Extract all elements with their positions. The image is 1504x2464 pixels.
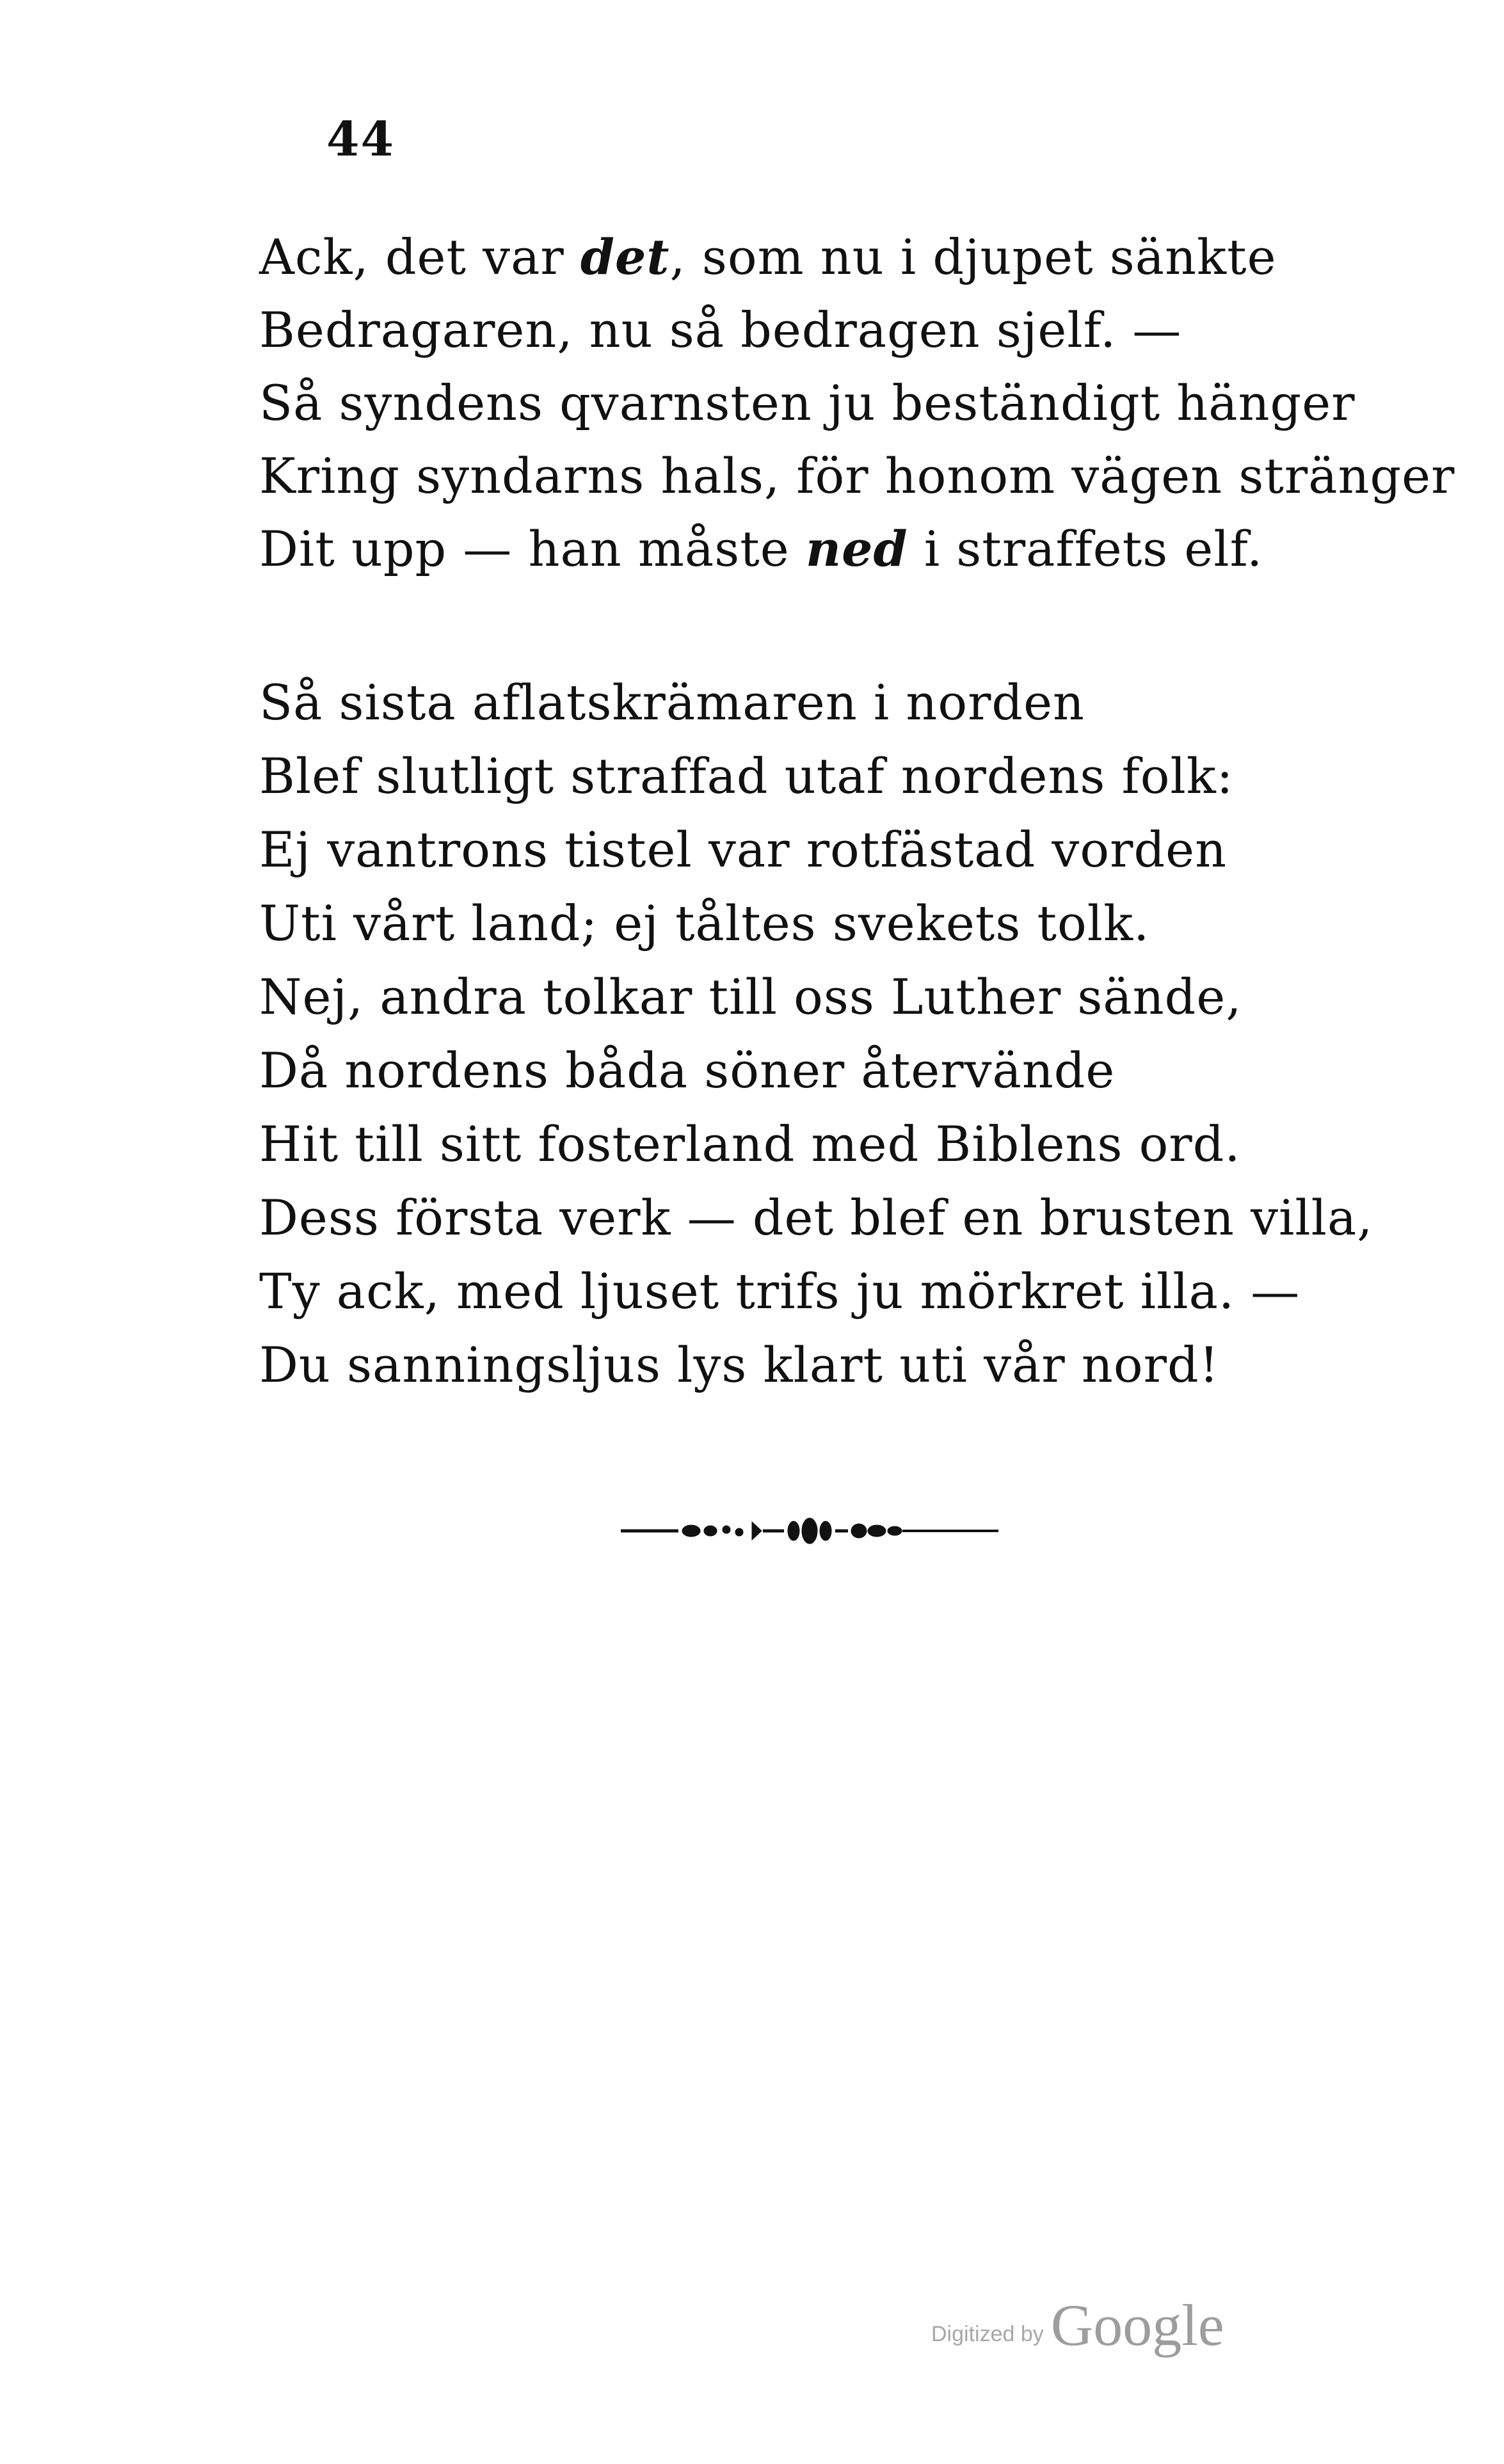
watermark-prefix: Digitized by [931, 2322, 1044, 2346]
poem-line: Hit till sitt fosterland med Biblens ord. [259, 1116, 1241, 1172]
poem-line: Uti vårt land; ej tåltes svekets tolk. [259, 895, 1150, 952]
poem-line: Ty ack, med ljuset trifs ju mörkret illa. — [259, 1263, 1300, 1320]
page-number: 44 [326, 112, 395, 167]
watermark-brand: Google [1050, 2292, 1224, 2358]
poem-line: Ack, det var det, som nu i djupet sänkte [259, 228, 1277, 285]
poem-line: Dit upp — han måste ned i straffets elf. [259, 520, 1263, 577]
poem-line: Ej vantrons tistel var rotfästad vorden [259, 821, 1228, 878]
stanza-2 [259, 666, 1373, 1402]
poem-line: Du sanningsljus lys klart uti vår nord! [259, 1336, 1220, 1393]
poem-line: Dess första verk — det blef en brusten villa, [259, 1189, 1373, 1246]
poem-line: Kring syndarns hals, för honom vägen stränger [259, 447, 1455, 504]
poem-line: Då nordens båda söner återvände [259, 1042, 1116, 1099]
decorative-rule-icon [621, 1510, 998, 1549]
poem-line: Blef slutligt straffad utaf nordens folk: [259, 748, 1234, 804]
poem-line: Bedragaren, nu så bedragen sjelf. — [259, 301, 1182, 358]
poem-line: Nej, andra tolkar till oss Luther sände, [259, 968, 1242, 1025]
poem-line: Så sista aflatskrämaren i norden [259, 674, 1085, 731]
poem-line: Så syndens qvarnsten ju beständigt hänger [259, 374, 1356, 431]
stanza-1 [259, 221, 1455, 586]
digitized-watermark [931, 2291, 1224, 2359]
